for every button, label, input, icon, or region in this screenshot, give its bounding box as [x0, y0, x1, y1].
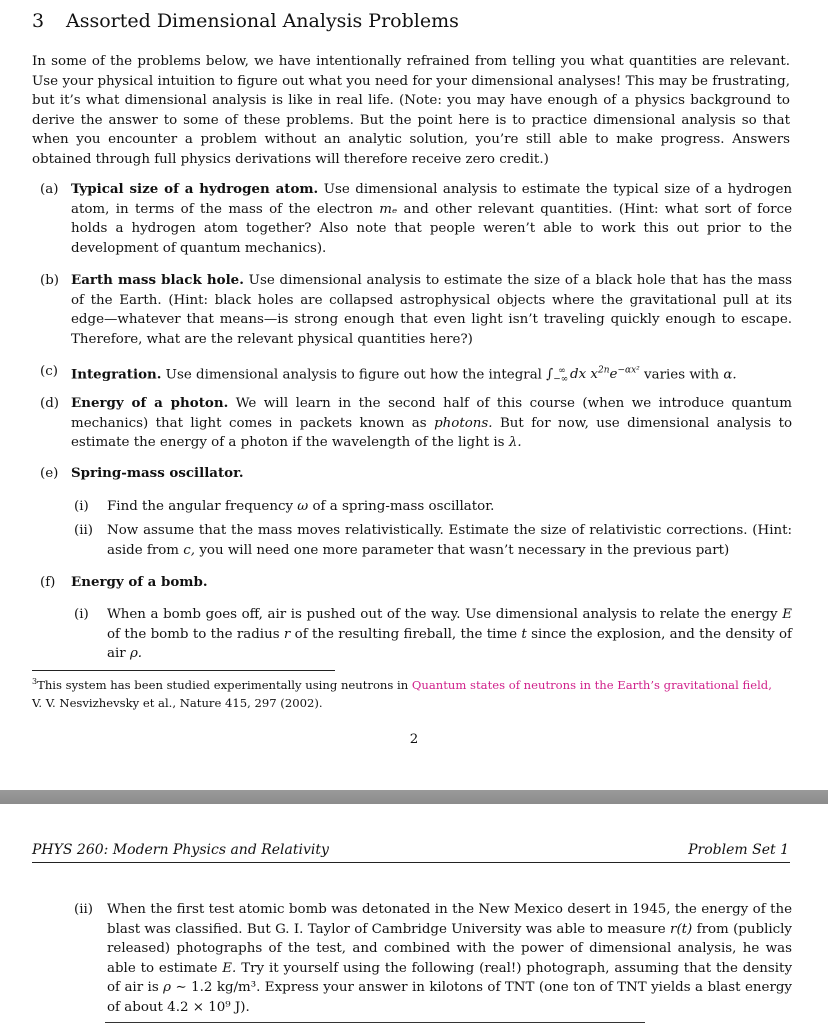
problem-a-heading: Typical size of a hydrogen atom. — [71, 181, 319, 197]
problem-f-ii-text4: Express your answer in kilotons of TNT (one ton of TNT yields a blast energy of about — [107, 980, 792, 1015]
footnote-rule — [32, 670, 335, 671]
integral-expression — [546, 366, 640, 386]
problem-a-text1: Use dimensional analysis to estimate the typical size of a hydrogen atom, in terms of the mass of the electron — [71, 182, 792, 217]
problem-f-heading: Energy of a bomb. — [71, 574, 208, 590]
problem-d-text1: We will learn in the second half of this course (when we introduce quantum mechanics) that light comes in packets known as — [71, 396, 792, 431]
integrand: dx x — [570, 367, 598, 383]
section-title — [32, 10, 459, 32]
problem-f-ii-symbol-rho: ρ ∼ — [163, 980, 187, 996]
problem-e-i-text2: of a spring-mass oscillator. — [312, 499, 495, 514]
problem-c-text2: varies with — [644, 367, 720, 383]
problem-d-label: (d) — [40, 396, 60, 411]
problem-b-text: Use dimensional analysis to estimate the size of a black hole that has the mass of the Earth. (Hint: black holes are collapsed astrophysical objects where the gravitational pull at its edge—whatever that means—is strong enough that even light isn’t traveling quickly enough to escape. Therefore, what are the relevant physical quantities here?) — [71, 273, 792, 347]
problem-c-text1: Use dimensional analysis to figure out how the integral — [165, 367, 542, 383]
problem-f-ii-energy: 4.2 × 10⁹ J). — [167, 999, 250, 1015]
problem-c — [40, 362, 792, 391]
footnote — [32, 673, 792, 712]
page-3 — [0, 804, 828, 1024]
problem-e-i — [74, 497, 792, 517]
header-rule — [32, 862, 790, 863]
problem-d — [40, 394, 792, 453]
problem-f-i-symbol-r: r — [283, 626, 291, 642]
problem-f-ii — [74, 900, 792, 1018]
problem-f-ii-text3: Try it yourself using the following (real!) photograph, assuming that the density of air is — [107, 960, 793, 996]
problem-c-heading: Integration. — [71, 366, 162, 383]
problem-e-i-label: (i) — [74, 499, 89, 514]
problem-e-ii-text1: Now assume that the mass moves relativistically. Estimate the size of relativistic corrections. (Hint: aside from — [107, 523, 792, 558]
problem-a-symbol: mₑ — [379, 201, 398, 217]
page-number: 2 — [409, 732, 419, 747]
footnote-mark: 3 — [32, 677, 38, 686]
problem-e-ii-label: (ii) — [74, 523, 94, 538]
footnote-link[interactable]: Quantum states of neutrons in the Earth’s gravitational field, — [411, 677, 772, 692]
problem-d-emphasis: photons. — [434, 415, 493, 431]
footnote-text2: V. V. Nesvizhevsky et al., Nature 415, 297 (2002). — [32, 695, 323, 710]
problem-d-heading: Energy of a photon. — [71, 395, 229, 411]
problem-a — [40, 180, 792, 258]
problem-f-label: (f) — [40, 575, 56, 590]
problem-f-ii-symbol-rt: r(t) — [670, 921, 693, 937]
bottom-rule — [105, 1022, 645, 1023]
section-number: 3 — [32, 10, 45, 32]
problem-c-symbol: α. — [723, 367, 737, 383]
integrand-exponent: 2n — [597, 366, 610, 376]
running-header-set: Problem Set 1 — [688, 842, 789, 858]
exp-exponent: −αx² — [617, 366, 640, 376]
problem-f-ii-text2: from (publicly released) photographs of the test, and combined with the power of dimensional analysis, he was able to estimate — [107, 921, 792, 976]
page-divider — [0, 790, 828, 804]
problem-f-i-label: (i) — [74, 607, 89, 622]
section-title-text: Assorted Dimensional Analysis Problems — [66, 10, 459, 32]
problem-f-i-symbol-t: t — [521, 626, 527, 642]
footnote-text1: This system has been studied experimentally using neutrons in — [37, 677, 409, 692]
problem-f-ii-text1: When the first test atomic bomb was detonated in the New Mexico desert in 1945, the energy of the blast was classified. But G. I. Taylor of Cambridge University was able to measure — [107, 902, 792, 937]
problem-e-heading: Spring-mass oscillator. — [71, 465, 244, 481]
problem-b-label: (b) — [40, 273, 60, 288]
problem-f-ii-label: (ii) — [74, 902, 94, 917]
integral-sign: ∫ — [546, 367, 554, 383]
problem-e-i-text1: Find the angular frequency — [107, 499, 294, 514]
problem-e-ii-text2: you will need one more parameter that wasn’t necessary in the previous part) — [199, 542, 730, 558]
problem-c-label: (c) — [40, 364, 58, 379]
intro-paragraph: In some of the problems below, we have intentionally refrained from telling you what quantities are relevant. Use your physical intuition to figure out what you need for your dimensional analyses! This may be frustrating, but it’s what dimensional analysis is like in real life. (Note: you may have enough of a physics background to derive the answer to some of these problems. But the point here is to practice dimensional analysis so that when you encounter a problem without an analytic solution, you’re still able to make progress. Answers obtained through full physics derivations will therefore receive zero credit.) — [32, 54, 790, 167]
problem-f-i-symbol-E: E — [782, 607, 792, 622]
problem-b — [40, 271, 792, 349]
problem-f-i-symbol-rho: ρ. — [129, 646, 143, 662]
problem-e-ii-symbol: c, — [183, 542, 196, 558]
problem-f-i — [74, 605, 792, 664]
exp-base: e — [609, 367, 618, 383]
problem-d-symbol: λ. — [508, 435, 522, 451]
problem-e — [40, 464, 792, 484]
problem-f-i-text2: of the bomb to the radius — [107, 626, 280, 642]
problem-f-i-text3: of the resulting fireball, the time — [294, 626, 518, 642]
problem-f-i-text4: since the explosion, and the density of air — [107, 626, 792, 662]
problem-f-i-text1: When a bomb goes off, air is pushed out of the way. Use dimensional analysis to relate the energy — [107, 607, 778, 622]
integral-upper: ∞ — [558, 366, 566, 376]
problem-b-heading: Earth mass black hole. — [71, 272, 244, 288]
problem-d-text2: But for now, use dimensional analysis to estimate the energy of a photon if the wavelength of the light is — [71, 415, 793, 451]
problem-f — [40, 573, 792, 593]
problem-e-i-symbol: ω — [297, 499, 309, 514]
problem-e-ii — [74, 521, 792, 560]
problem-a-text2: and other relevant quantities. (Hint: what sort of force holds a hydrogen atom together? Also note that people weren’t able to work this out prior to the development of quantum mechanics). — [71, 201, 793, 256]
problem-f-ii-symbol-E: E. — [222, 960, 237, 976]
problem-a-label: (a) — [40, 182, 59, 197]
problem-e-label: (e) — [40, 466, 59, 481]
integral-lower: −∞ — [553, 375, 569, 386]
problem-f-ii-density: 1.2 kg/m³. — [191, 980, 261, 996]
running-header-course: PHYS 260: Modern Physics and Relativity — [32, 842, 329, 858]
